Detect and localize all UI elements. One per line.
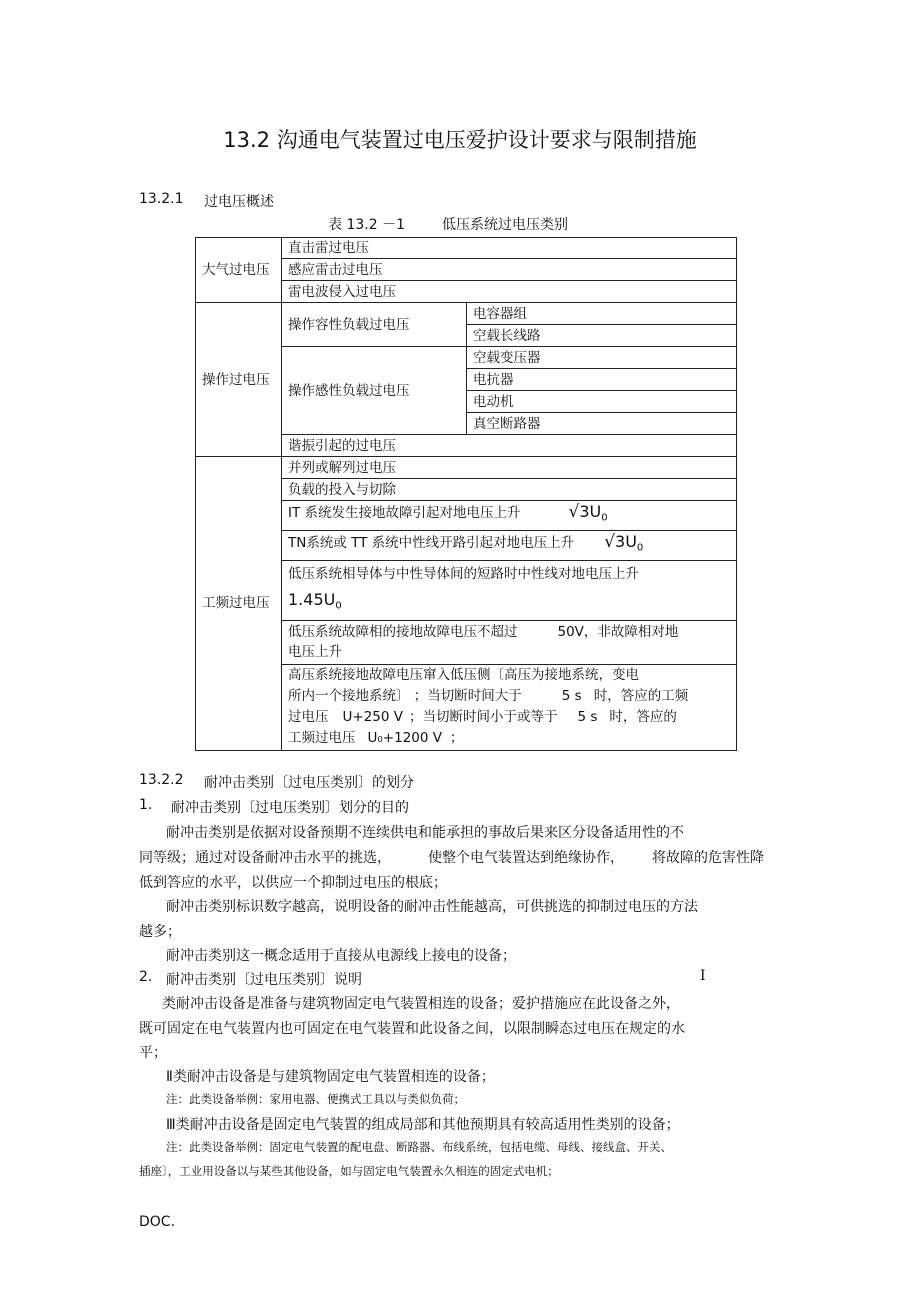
tn-tt-system-text: TN系统或 TT 系统中性线开路引起对地电压上升 (288, 535, 575, 552)
short-circuit-text: 低压系统相导体与中性导体间的短路时中性线对地电压上升 (288, 566, 639, 582)
table-cell: 并列或解列过电压 (282, 457, 737, 479)
paragraph-line: 同等级；通过对设备耐冲击水平的挑选， (139, 850, 391, 866)
hv-fault-line-3b: U+250 V (342, 709, 403, 726)
formula-subscript: 0 (335, 600, 342, 612)
inductive-load-label: 操作感性负载过电压 (282, 347, 467, 435)
table-cell: 谐振引起的过电压 (282, 435, 737, 457)
item-1-title: 耐冲击类别〔过电压类别〕划分的目的 (171, 800, 409, 816)
it-system-text: IT 系统发生接地故障引起对地电压上升 (288, 505, 521, 522)
hv-fault-line-3e: 时，答应的 (609, 709, 677, 726)
paragraph-line: 耐冲击类别是依据对设备预期不连续供电和能承担的事故后果来区分设备适用性的不 (166, 825, 684, 841)
section-13-2-1-title: 过电压概述 (204, 194, 274, 210)
sqrt-symbol: √ (568, 502, 580, 523)
item-2-title: 耐冲击类别〔过电压类别〕说明 (166, 972, 362, 988)
paragraph-line: 低到答应的水平，以供应一个抑制过电压的根底； (139, 875, 447, 891)
table-cell-hv-fault (282, 664, 737, 750)
paragraph-line: 平； (139, 1045, 167, 1061)
formula-value: 3U (579, 502, 602, 522)
note-line: 注：此类设备举例：家用电器、便携式工具以与类似负荷； (166, 1092, 465, 1106)
table-cell: 电动机 (467, 391, 737, 413)
group-label-switching: 操作过电压 (196, 303, 282, 457)
hv-fault-line-4c: ； (450, 730, 464, 747)
note-line: 插座〕，工业用设备以与某些其他设备，如与固定电气装置永久相连的固定式电机； (139, 1164, 559, 1178)
paragraph-line: 使整个电气装置达到绝缘协作， (428, 850, 624, 866)
hv-fault-line-3a: 过电压 (288, 709, 329, 726)
sqrt-symbol: √ (604, 532, 616, 553)
hv-fault-line-3d: 5 s (577, 709, 598, 726)
formula-subscript: 0 (601, 512, 608, 524)
item-2-number: 2. (139, 969, 153, 985)
paragraph-line: 类耐冲击设备是准备与建筑物固定电气装置相连的设备；爱护措施应在此设备之外， (162, 996, 680, 1012)
table-cell: 电抗器 (467, 369, 737, 391)
paragraph-line: Ⅱ类耐冲击设备是与建筑物固定电气装置相连的设备； (166, 1069, 495, 1085)
table-cell: 电容器组 (467, 303, 737, 325)
table-cell-it-system (282, 501, 737, 531)
section-13-2-2-number: 13.2.2 (139, 772, 184, 788)
table-cell-tn-tt-system (282, 531, 737, 561)
table-cell: 感应雷击过电压 (282, 259, 737, 281)
table-cell: 负载的投入与切除 (282, 479, 737, 501)
section-13-2-1-number: 13.2.1 (139, 191, 184, 207)
paragraph-line: Ⅲ类耐冲击设备是固定电气装置的组成局部和其他预期具有较高适用性类别的设备； (166, 1117, 680, 1133)
capacitive-load-label: 操作容性负载过电压 (282, 303, 467, 347)
table-cell: 真空断路器 (467, 413, 737, 435)
ground-fault-text-c: 电压上升 (288, 644, 342, 661)
hv-fault-line-1: 高压系统接地故障电压窜入低压侧〔高压为接地系统，变电 (288, 667, 639, 684)
table-cell-ground-fault (282, 620, 737, 664)
table-cell: 直击雷过电压 (282, 238, 737, 259)
formula-value: 1.45U (288, 590, 336, 609)
hv-fault-line-2b: 5 s (561, 688, 582, 705)
table-caption-title: 低压系统过电压类别 (442, 217, 568, 233)
roman-numeral-one: I (700, 968, 706, 984)
hv-fault-line-2a: 所内一个接地系统〕 ；当切断时间大于 (288, 688, 522, 705)
group-label-power-frequency: 工频过电压 (196, 457, 282, 751)
ground-fault-text-a: 低压系统故障相的接地故障电压不超过 (288, 624, 518, 641)
paragraph-line: 将故障的危害性降 (652, 850, 764, 866)
section-13-2-2-title: 耐冲击类别〔过电压类别〕的划分 (204, 775, 414, 791)
note-line: 注：此类设备举例：固定电气装置的配电盘、断路器、布线系统，包括电缆、母线、接线盒、开关、 (166, 1140, 672, 1154)
page-title: 13.2 沟通电气装置过电压爱护设计要求与限制措施 (223, 128, 697, 152)
table-caption-number: 表 13.2 －1 (328, 217, 405, 233)
hv-fault-line-4a: 工频过电压 (288, 730, 356, 747)
paragraph-line: 越多； (139, 924, 181, 940)
hv-fault-line-2c: 时，答应的工频 (593, 688, 689, 705)
paragraph-line: 既可固定在电气装置内也可固定在电气装置和此设备之间，以限制瞬态过电压在规定的水 (139, 1021, 685, 1037)
table-cell: 空载变压器 (467, 347, 737, 369)
hv-fault-line-4b: U₀+1200 V (367, 730, 442, 747)
group-label-atmospheric: 大气过电压 (196, 238, 282, 303)
overvoltage-category-table (195, 237, 737, 751)
formula-subscript: 0 (636, 542, 644, 554)
table-cell: 空载长线路 (467, 325, 737, 347)
paragraph-line: 耐冲击类别标识数字越高，说明设备的耐冲击性能越高，可供挑选的抑制过电压的方法 (166, 899, 698, 915)
ground-fault-text-b: 50V，非故障相对地 (557, 624, 679, 641)
formula-value: 3U (615, 532, 637, 552)
paragraph-line: 耐冲击类别这一概念适用于直接从电源线上接电的设备； (166, 948, 516, 964)
footer-label: DOC. (139, 1214, 176, 1230)
item-1-number: 1. (139, 797, 153, 813)
hv-fault-line-3c: ；当切断时间小于或等于 (409, 709, 558, 726)
table-cell: 雷电波侵入过电压 (282, 281, 737, 303)
table-cell-short-circuit (282, 561, 737, 621)
